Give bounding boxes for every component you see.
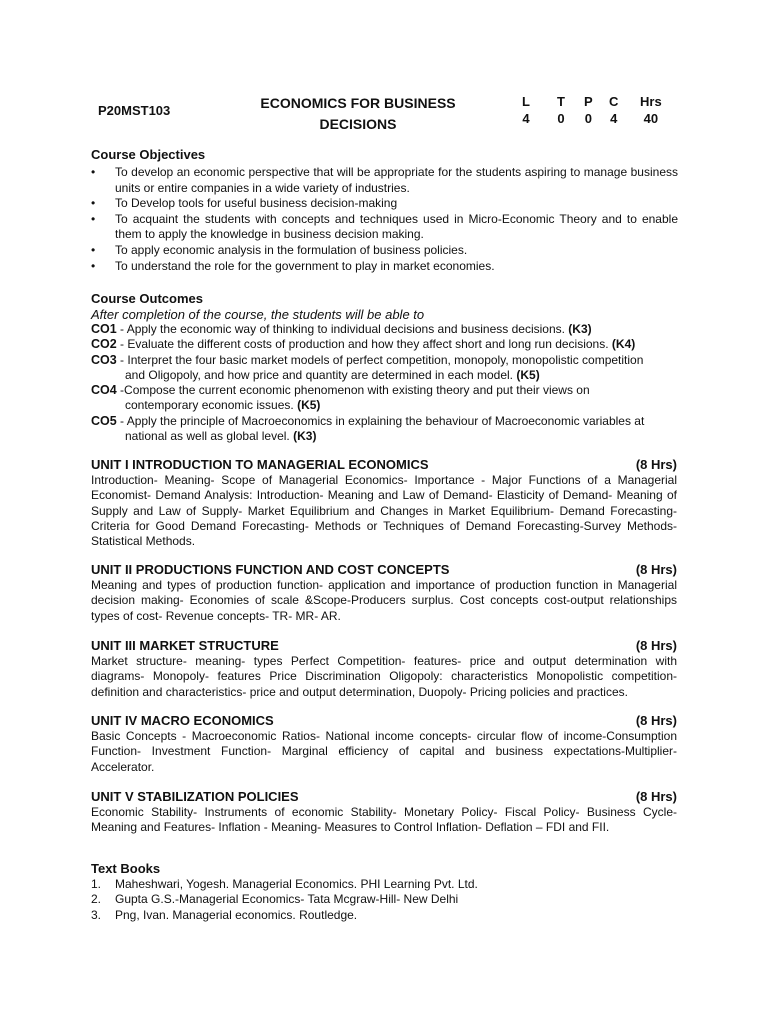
ltpc-value: 0	[584, 111, 592, 126]
outcome-item	[91, 383, 678, 414]
outcome-text-cont: contemporary economic issues.	[125, 398, 298, 413]
bullet-icon: •	[91, 211, 96, 226]
outcome-item	[91, 353, 678, 384]
unit-title: UNIT V STABILIZATION POLICIES	[91, 789, 299, 804]
unit-hours: (8 Hrs)	[635, 457, 677, 472]
textbooks-title: Text Books	[91, 861, 161, 876]
objectives-list	[91, 165, 678, 274]
bullet-icon: •	[91, 242, 96, 257]
objective-text: To develop an economic perspective that will be appropriate for the students aspiring to manage business units or entire companies in a wide variety of industries.	[115, 165, 678, 195]
unit-body: Basic Concepts - Macroeconomic Ratios- National income concepts- circular flow of income-Consumption Function- Investment Function- Marginal efficiency of capital and business expectations-Multiplier- Accelerator.	[91, 729, 677, 774]
outcome-text: -Compose the current economic phenomenon with existing theory and put their views on	[116, 383, 590, 398]
unit-body: Economic Stability- Instruments of economic Stability- Monetary Policy- Fiscal Policy- Business Cycle-Meaning and Features- Inflation - Meaning- Measures to Control Inflation- Deflation – FDI and FII.	[91, 805, 677, 835]
unit-hours: (8 Hrs)	[635, 638, 677, 653]
outcome-item	[91, 337, 678, 352]
list-item	[91, 892, 478, 907]
book-text: Maheshwari, Yogesh. Managerial Economics. PHI Learning Pvt. Ltd.	[115, 877, 478, 891]
course-title-line2: DECISIONS	[319, 116, 397, 132]
list-item	[91, 877, 478, 892]
course-title-line1: ECONOMICS FOR BUSINESS	[260, 95, 456, 111]
outcome-item	[91, 414, 678, 445]
ltpc-label: Hrs	[640, 94, 662, 109]
unit-hours: (8 Hrs)	[635, 789, 677, 804]
list-item	[91, 165, 678, 196]
ltpc-p	[584, 93, 593, 127]
outcome-level: (K3)	[293, 429, 317, 444]
outcome-item	[91, 322, 678, 337]
outcome-id: CO5	[91, 413, 117, 428]
unit-section	[91, 562, 677, 624]
outcome-text-cont: and Oligopoly, and how price and quantity are determined in each model.	[125, 367, 517, 382]
list-item	[91, 908, 478, 923]
course-code: P20MST103	[98, 103, 171, 118]
outcome-id: CO4	[91, 383, 117, 398]
ltpc-hrs	[640, 93, 662, 127]
ltpc-label: C	[609, 94, 619, 109]
unit-body: Market structure- meaning- types Perfect Competition- features- price and output determination with diagrams- Monopoly- features Price Discrimination Oligopoly: characteristics Monopolistic competition-definition and characteristics- price and output determination, Duopoly- Pricing policies and practices.	[91, 654, 677, 699]
unit-title: UNIT IV MACRO ECONOMICS	[91, 713, 274, 728]
outcome-text: - Interpret the four basic market models of perfect competition, monopoly, monopolistic competition	[116, 352, 644, 367]
book-text: Png, Ivan. Managerial economics. Routledge.	[115, 907, 358, 922]
ltpc-value: 40	[643, 111, 659, 126]
unit-title: UNIT II PRODUCTIONS FUNCTION AND COST CONCEPTS	[91, 562, 450, 577]
list-item	[91, 259, 678, 275]
outcomes-title: Course Outcomes	[91, 291, 203, 306]
outcome-level: (K4)	[611, 337, 636, 352]
outcome-text: - Apply the principle of Macroeconomics in explaining the behaviour of Macroeconomic variables at	[116, 413, 645, 428]
unit-section	[91, 638, 677, 700]
ltpc-label: T	[557, 94, 565, 109]
objective-text: To acquaint the students with concepts and techniques used in Micro-Economic Theory and to enable them to apply the knowledge in business decision making.	[115, 211, 678, 242]
bullet-icon: •	[91, 165, 96, 179]
bullet-icon: •	[91, 258, 96, 273]
outcome-level: (K5)	[297, 398, 321, 413]
outcome-id: CO3	[91, 352, 117, 367]
ltpc-value: 4	[610, 111, 618, 126]
unit-section	[91, 457, 677, 549]
outcome-text: - Apply the economic way of thinking to individual decisions and business decisions.	[116, 322, 569, 336]
outcome-level: (K3)	[568, 322, 592, 336]
ltpc-l	[522, 93, 530, 127]
outcomes-list	[91, 322, 678, 444]
book-number: 3.	[91, 907, 102, 922]
unit-body: Meaning and types of production function- application and importance of production function in Managerial decision making- Economies of scale &Scope-Producers surplus. Cost concepts cost-output relationships types of cost- Revenue concepts- TR- MR- AR.	[91, 578, 677, 623]
outcome-text-cont: national as well as global level.	[125, 429, 294, 444]
bullet-icon: •	[91, 196, 96, 211]
objective-text: To Develop tools for useful business decision-making	[115, 196, 398, 211]
ltpc-label: P	[584, 94, 593, 109]
ltpc-label: L	[522, 94, 530, 109]
outcome-id: CO1	[91, 322, 117, 336]
unit-title: UNIT III MARKET STRUCTURE	[91, 638, 279, 653]
course-title	[238, 93, 478, 135]
ltpc-value: 0	[557, 111, 565, 126]
outcome-level: (K5)	[516, 367, 540, 382]
outcomes-intro: After completion of the course, the students will be able to	[91, 307, 425, 322]
unit-body: Introduction- Meaning- Scope of Managerial Economics- Importance - Major Functions of a Managerial Economist- Demand Analysis: Introduction- Meaning and Law of Demand- Elasticity of Demand- Meaning of Supply and Law of Supply- Market Equilibrium and Changes in Market Equilibrium- Demand Forecasting- Criteria for Good Demand Forecasting- Methods or Techniques of Demand Forecasting-Survey Methods- Statistical Methods.	[91, 473, 677, 549]
unit-hours: (8 Hrs)	[635, 713, 677, 728]
unit-title: UNIT I INTRODUCTION TO MANAGERIAL ECONOMICS	[91, 457, 429, 472]
outcome-id: CO2	[91, 337, 117, 352]
unit-section	[91, 789, 677, 836]
list-item	[91, 243, 678, 259]
outcome-text: - Evaluate the different costs of production and how they affect short and long run decisions.	[116, 337, 612, 352]
objectives-title: Course Objectives	[91, 147, 206, 162]
ltpc-value: 4	[522, 111, 530, 126]
list-item	[91, 196, 678, 212]
book-number: 2.	[91, 892, 102, 907]
unit-section	[91, 713, 677, 775]
book-number: 1.	[91, 877, 102, 891]
list-item	[91, 212, 678, 243]
objective-text: To understand the role for the government to play in market economies.	[115, 258, 495, 273]
objective-text: To apply economic analysis in the formulation of business policies.	[115, 242, 468, 257]
textbooks-list	[91, 877, 478, 923]
ltpc-t	[557, 93, 565, 127]
book-text: Gupta G.S.-Managerial Economics- Tata Mcgraw-Hill- New Delhi	[115, 892, 459, 907]
unit-hours: (8 Hrs)	[635, 562, 677, 577]
ltpc-c	[609, 93, 618, 127]
